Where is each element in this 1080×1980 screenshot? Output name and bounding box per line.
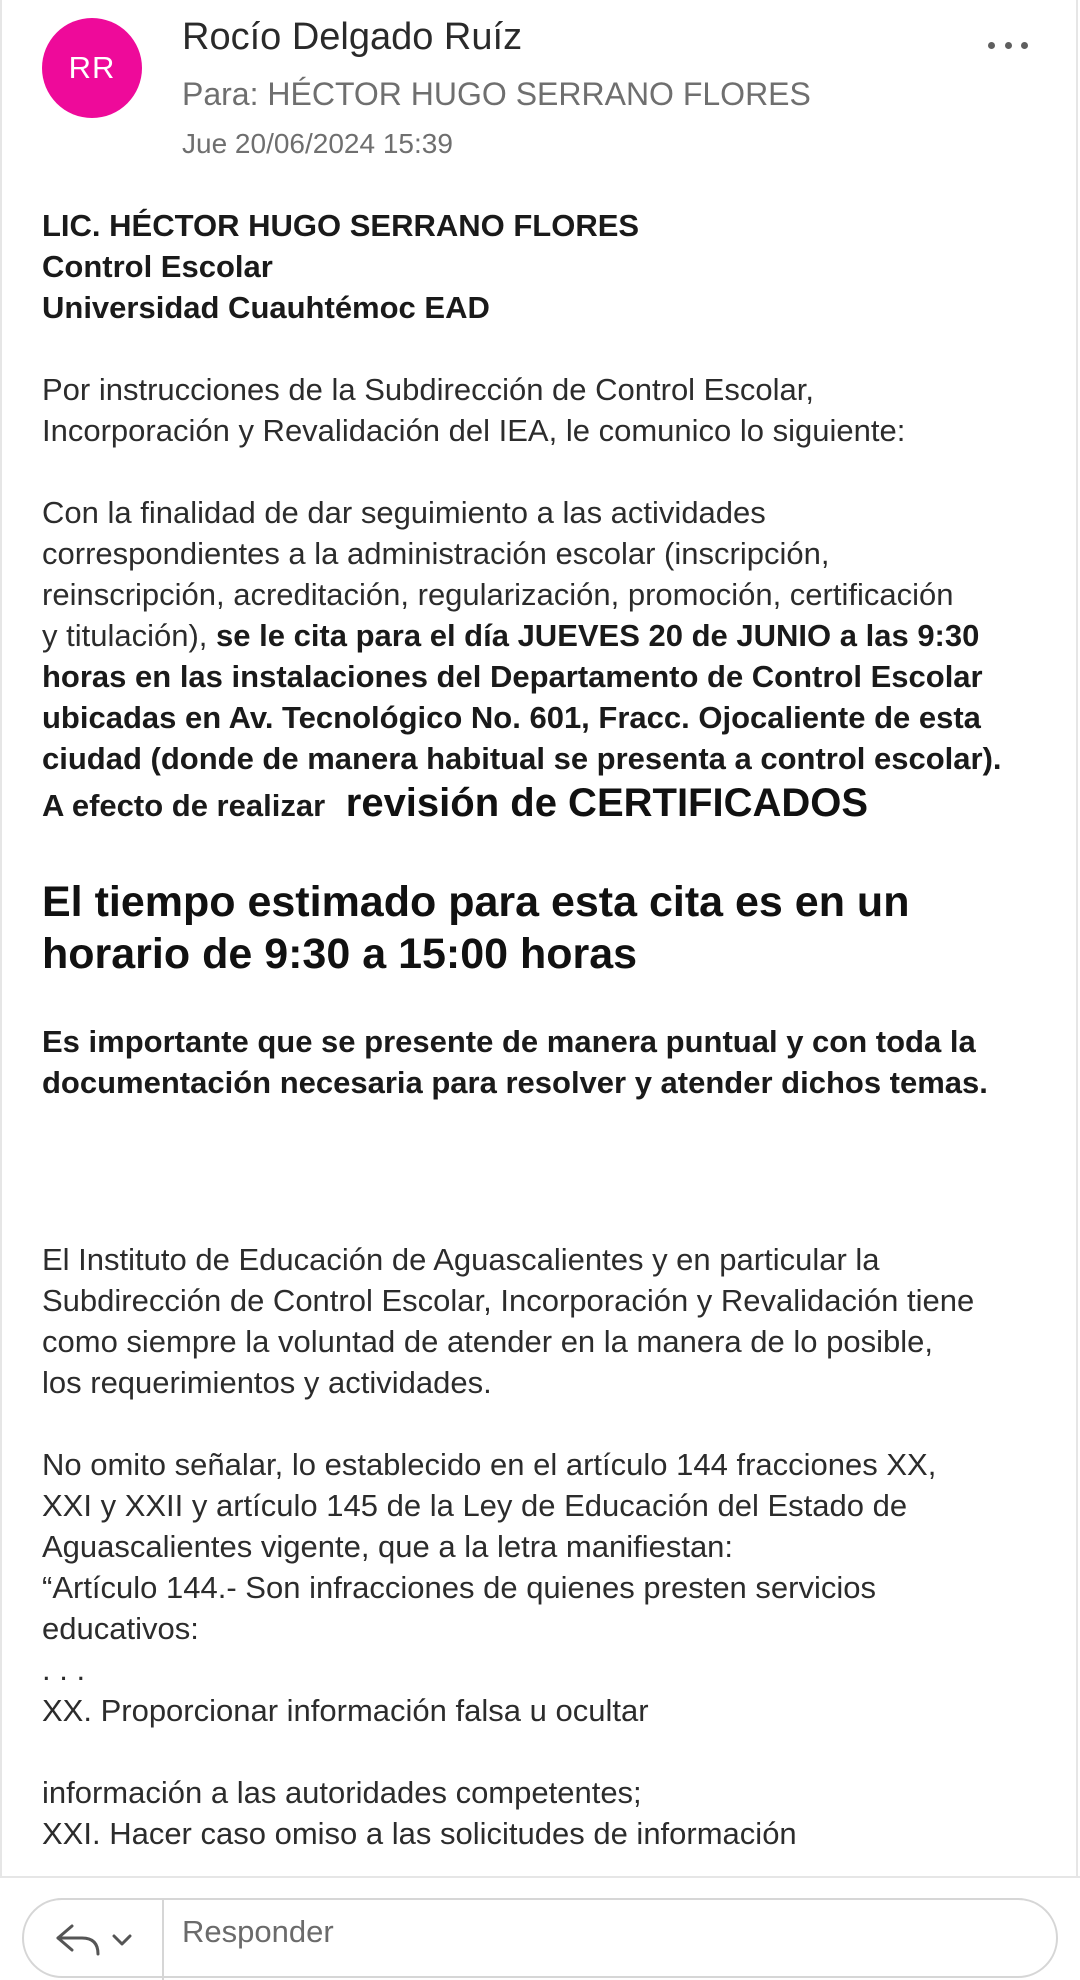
body-line: educativos: (42, 1611, 199, 1646)
more-horizontal-icon (1021, 42, 1028, 49)
body-line: Incorporación y Revalidación del IEA, le comunico lo siguiente: (42, 413, 906, 448)
reply-icon (50, 1918, 140, 1962)
reply-input[interactable]: Responder (182, 1914, 334, 1949)
review-subject: revisión de CERTIFICADOS (345, 781, 869, 825)
sent-date: Jue 20/06/2024 15:39 (182, 128, 453, 159)
time-estimate-line: El tiempo estimado para esta cita es en un (42, 878, 910, 926)
more-options-button[interactable] (980, 30, 1036, 60)
reply-bar (0, 1876, 1080, 1951)
body-line: Por instrucciones de la Subdirección de Control Escolar, (42, 372, 814, 407)
important-line: Es importante que se presente de manera puntual y con toda la (42, 1024, 976, 1059)
body-line: XXI. Hacer caso omiso a las solicitudes de información (42, 1816, 797, 1851)
addressee-name: LIC. HÉCTOR HUGO SERRANO FLORES (42, 208, 640, 243)
body-line: ciudad (donde de manera habitual se presenta a control escolar). (42, 741, 1002, 776)
body-line: El Instituto de Educación de Aguascalientes y en particular la (42, 1242, 880, 1277)
body-line: Subdirección de Control Escolar, Incorporación y Revalidación tiene (42, 1283, 975, 1318)
body-line: No omito señalar, lo establecido en el artículo 144 fracciones XX, (42, 1447, 937, 1482)
chevron-down-icon (114, 1936, 130, 1944)
body-line: XX. Proporcionar información falsa u ocultar (42, 1693, 649, 1728)
body-line: . . . (42, 1652, 86, 1687)
email-body (42, 205, 1042, 1854)
sender-name: Rocío Delgado Ruíz (182, 16, 523, 58)
body-text: y titulación), (42, 618, 217, 653)
body-line: como siempre la voluntad de atender en la manera de lo posible, (42, 1324, 933, 1359)
body-line: “Artículo 144.- Son infracciones de quienes presten servicios (42, 1570, 876, 1605)
body-line: Aguascalientes vigente, que a la letra manifiestan: (42, 1529, 734, 1564)
time-estimate-line: horario de 9:30 a 15:00 horas (42, 930, 638, 978)
addressee-org: Universidad Cuauhtémoc EAD (42, 290, 490, 325)
body-line (42, 615, 1042, 656)
avatar[interactable]: RR (42, 18, 142, 118)
body-line: ubicadas en Av. Tecnológico No. 601, Fracc. Ojocaliente de esta (42, 700, 981, 735)
body-line: reinscripción, acreditación, regularización, promoción, certificación (42, 577, 954, 612)
body-line: Con la finalidad de dar seguimiento a las actividades (42, 495, 766, 530)
body-line: horas en las instalaciones del Departamento de Control Escolar (42, 659, 983, 694)
body-line: XXI y XXII y artículo 145 de la Ley de Educación del Estado de (42, 1488, 908, 1523)
addressee-dept: Control Escolar (42, 249, 273, 284)
body-line: información a las autoridades competentes; (42, 1775, 642, 1810)
more-horizontal-icon (988, 42, 995, 49)
body-line: correspondientes a la administración escolar (inscripción, (42, 536, 830, 571)
appointment-date-text: se le cita para el día JUEVES 20 de JUNIO a las 9:30 (216, 618, 980, 653)
recipient-line: Para: HÉCTOR HUGO SERRANO FLORES (182, 76, 811, 112)
more-horizontal-icon (1005, 42, 1012, 49)
important-line: documentación necesaria para resolver y atender dichos temas. (42, 1065, 988, 1100)
body-line (42, 779, 1042, 830)
reply-box[interactable] (22, 1898, 1058, 1978)
body-text: A efecto de realizar (42, 788, 334, 823)
reply-options-button[interactable] (24, 1900, 164, 1980)
body-line: los requerimientos y actividades. (42, 1365, 492, 1400)
